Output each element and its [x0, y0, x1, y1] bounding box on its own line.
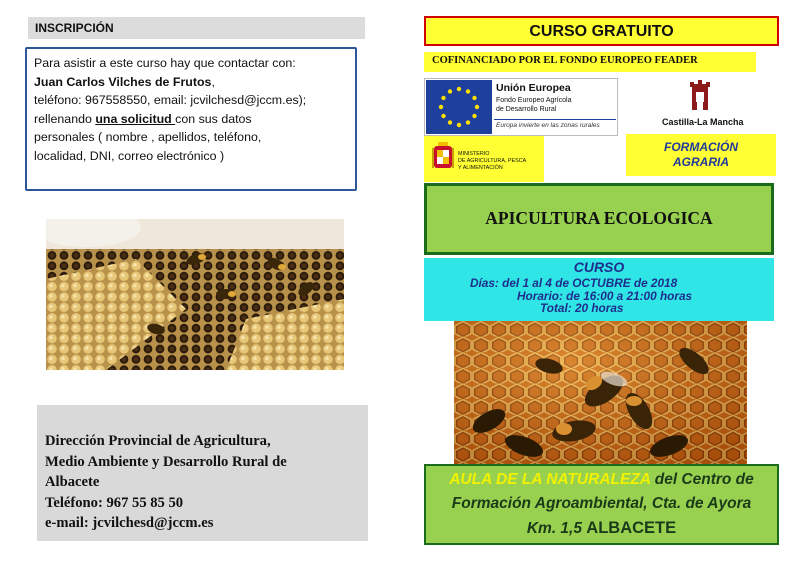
spain-coat-of-arms-icon — [432, 142, 454, 174]
course-schedule: Horario: de 16:00 a 21:00 horas — [517, 289, 693, 303]
location-line-2: Formación Agroambiental, Cta. de Ayora — [451, 495, 752, 512]
course-dates: Días: del 1 al 4 de OCTUBRE de 2018 — [470, 276, 678, 290]
inscripcion-line-2: teléfono: 967558550, email: jcvilchesd@jccm.es); — [34, 93, 307, 108]
inscripcion-line-1: Para asistir a este curso hay que contactar con: — [34, 56, 296, 70]
inscripcion-line-5: localidad, DNI, correo electrónico ) — [34, 148, 225, 163]
castilla-la-mancha-label: Castilla-La Mancha — [662, 117, 744, 127]
honeycomb-photo-right — [454, 321, 747, 464]
contact-email[interactable]: e-mail: jcvilchesd@jccm.es — [45, 515, 214, 531]
location-box — [424, 464, 779, 545]
inscripcion-box — [25, 47, 357, 191]
inscripcion-line-3-post: con sus datos — [175, 111, 252, 126]
location-city: ALBACETE — [586, 519, 677, 537]
del-centro: del Centro de — [650, 471, 754, 488]
inscripcion-line-3 — [34, 110, 348, 129]
eu-flag-icon — [426, 80, 492, 134]
contact-box — [37, 405, 368, 541]
cofinanciado-banner: COFINANCIADO POR EL FONDO EUROPEO FEADER — [424, 52, 756, 72]
course-total-hours: Total: 20 horas — [540, 301, 624, 315]
course-label: CURSO — [573, 259, 625, 275]
contact-line-3: Albacete — [45, 474, 100, 490]
ministry-line-2: DE AGRICULTURA, PESCA — [458, 158, 527, 164]
aula-naturaleza: AULA DE LA NATURALEZA — [449, 471, 651, 488]
location-line-1 — [426, 468, 777, 492]
eu-line-1: Fondo Europeo Agrícola — [496, 97, 572, 104]
ministry-line-1: MINISTERIO — [458, 151, 490, 157]
eu-line-3: Europa invierte en las zonas rurales — [496, 122, 600, 129]
curso-gratuito-banner: CURSO GRATUITO — [424, 16, 779, 46]
eu-line-2: de Desarrollo Rural — [496, 106, 557, 113]
castilla-la-mancha-emblem-icon — [680, 80, 720, 116]
contact-name: Juan Carlos Vilches de Frutos — [34, 74, 212, 89]
honeycomb-photo-left — [46, 219, 344, 370]
contact-line-1: Dirección Provincial de Agricultura, — [45, 433, 271, 449]
inscripcion-header: INSCRIPCIÓN — [28, 17, 365, 39]
inscripcion-contact-line: Juan Carlos Vilches de Frutos, — [34, 74, 215, 89]
formacion-line-2: AGRARIA — [673, 155, 729, 169]
inscripcion-line-3-pre: rellenando — [34, 111, 96, 126]
contact-line-2: Medio Ambiente y Desarrollo Rural de — [45, 453, 287, 470]
location-km: Km. 1,5 — [526, 520, 587, 537]
formacion-line-1: FORMACIÓN — [664, 140, 738, 154]
eu-title: Unión Europea — [496, 82, 571, 94]
solicitud-link[interactable]: una solicitud — [95, 111, 176, 126]
formacion-agraria-badge — [626, 134, 776, 176]
course-info-box — [424, 258, 774, 321]
ministry-line-3: Y ALIMENTACIÓN — [458, 165, 503, 171]
inscripcion-line-4: personales ( nombre , apellidos, teléfono, — [34, 130, 262, 145]
contact-phone: Teléfono: 967 55 85 50 — [45, 494, 184, 511]
course-title: APICULTURA ECOLOGICA — [424, 183, 774, 255]
eu-divider — [494, 119, 616, 120]
location-line-3 — [426, 516, 777, 541]
